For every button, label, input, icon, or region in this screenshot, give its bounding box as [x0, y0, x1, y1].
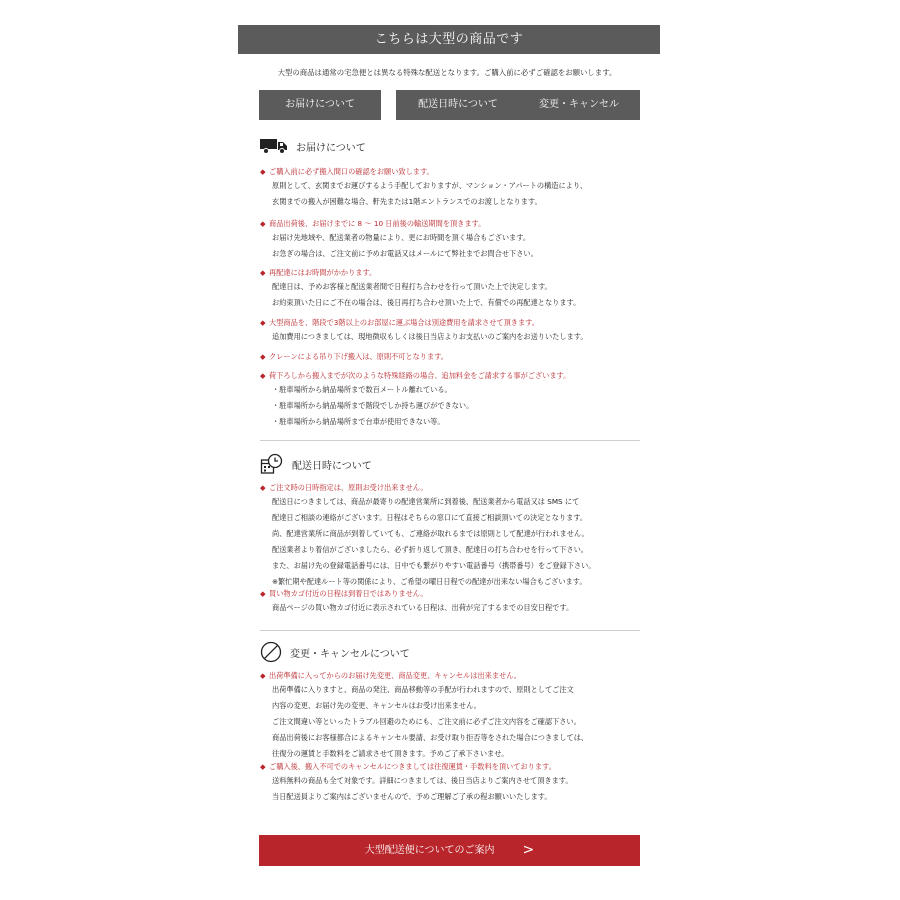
diamond-bullet-icon: ◆	[260, 219, 266, 228]
schedule-item-2	[260, 588, 660, 616]
delivery-item-1-line-2: 玄関までの搬入が困難な場合、軒先または1階エントランスでのお渡しとなります。	[272, 197, 542, 206]
delivery-item-2	[260, 218, 660, 262]
delivery-item-2-title: 商品出荷後、お届けまでに 8 ～ 10 日前後の輸送期間を頂きます。	[269, 219, 486, 228]
cancel-item-2	[260, 761, 660, 805]
delivery-item-5-title: クレーンによる吊り下げ搬入は、原則不可となります。	[269, 352, 448, 361]
schedule-item-1-line-5: また、お届け先の登録電話番号には、日中でも繋がりやすい電話番号（携帯番号）をご登録下さい。	[272, 561, 596, 570]
delivery-item-4-line-1: 追加費用につきましては、現地徴収もしくは後日当店よりお支払いのご案内をお送りいたします。	[272, 332, 588, 341]
truck-icon	[260, 138, 288, 154]
section-delivery-header	[260, 135, 640, 157]
cancel-item-1-line-2: 内容の変更、お届け先の変更、キャンセルはお受け出来ません。	[272, 701, 481, 710]
delivery-item-3	[260, 267, 660, 311]
delivery-item-3-line-1: 配達日は、予めお客様と配送業者間で日程打ち合わせを行って頂いた上で決定します。	[272, 282, 552, 291]
delivery-item-4	[260, 317, 660, 345]
large-delivery-guide-button[interactable]	[259, 835, 640, 866]
diamond-bullet-icon: ◆	[260, 268, 266, 277]
schedule-item-1-line-6: ※繁忙期や配達ルート等の関係により、ご希望の曜日日程での配達が出来ない場合もございます。	[272, 577, 587, 586]
schedule-item-1-title: ご注文時の日時指定は、原則お受け出来ません。	[269, 483, 428, 492]
schedule-item-2-title: 買い物カゴ付近の日程は到着日ではありません。	[269, 589, 428, 598]
calendar-clock-icon	[260, 453, 284, 475]
delivery-item-6-line-3: ・駐車場所から納品場所まで台車が使用できない等。	[272, 417, 445, 426]
schedule-item-2-line-1: 商品ページの買い物カゴ付近に表示されている日程は、出荷が完了するまでの目安日程です。	[272, 603, 574, 612]
intro-text: 大型の商品は通常の宅急便とは異なる特殊な配送となります。ご購入前に必ずご確認をお願いします。	[277, 68, 617, 77]
section-cancel-header	[260, 641, 640, 663]
section-delivery-title: お届けについて	[296, 142, 366, 154]
large-delivery-guide-label: 大型配送便についてのご案内	[364, 845, 495, 856]
delivery-item-3-line-2: お約束頂いた日にご不在の場合は、後日再打ち合わせ頂いた上で、有償での再配達となります。	[272, 298, 581, 307]
page-title-banner	[238, 25, 660, 54]
delivery-item-1-title: ご購入前に必ず搬入間口の確認をお願い致します。	[269, 167, 434, 176]
page-wrapper	[238, 25, 660, 858]
nav-button-schedule[interactable]: 配送日時について	[396, 90, 520, 120]
nav-buttons	[259, 90, 639, 120]
delivery-item-2-line-1: お届け先地域や、配送業者の物量により、更にお時間を頂く場合もございます。	[272, 233, 531, 242]
delivery-item-1-line-1: 原則として、玄関までお運びするよう手配しておりますが、マンション・アパートの構造により、	[272, 181, 588, 190]
schedule-item-1-line-1: 配送日につきましては、商品が最寄りの配達営業所に到着後、配送業者から電話又は SMS にて	[272, 497, 580, 506]
section-schedule	[260, 453, 640, 475]
diamond-bullet-icon: ◆	[260, 352, 266, 361]
cancel-item-1-line-5: 往復分の運賃と手数料をご請求させて頂きます。予めご了承下さいませ。	[272, 749, 509, 758]
section-schedule-title: 配送日時について	[292, 460, 372, 472]
section-schedule-header	[260, 453, 640, 475]
nav-button-cancel[interactable]: 変更・キャンセル	[518, 90, 640, 120]
section-delivery	[260, 135, 640, 157]
delivery-item-6	[260, 370, 660, 430]
schedule-item-1-line-2: 配達日ご相談の連絡がございます。日程はそちらの窓口にて直接ご相談頂いての決定となります。	[272, 513, 588, 522]
diamond-bullet-icon: ◆	[260, 671, 266, 680]
schedule-item-1	[260, 482, 660, 590]
cancel-item-1	[260, 670, 660, 762]
delivery-item-1	[260, 166, 660, 210]
schedule-item-1-line-3: 尚、配達営業所に商品が到着していても、ご連絡が取れるまでは原則として配達が行われません。	[272, 529, 589, 538]
diamond-bullet-icon: ◆	[260, 167, 266, 176]
page-title: こちらは大型の商品です	[374, 32, 524, 47]
diamond-bullet-icon: ◆	[260, 371, 266, 380]
divider	[260, 440, 640, 441]
diamond-bullet-icon: ◆	[260, 318, 266, 327]
delivery-item-5	[260, 351, 660, 363]
delivery-item-4-title: 大型商品を、階段で3階以上のお部屋に運ぶ場合は別途費用を請求させて頂きます。	[269, 318, 539, 327]
cancel-item-1-line-1: 出荷準備に入りますと、商品の発注、商品移動等の手配が行われますので、原則としてご注文	[272, 685, 574, 694]
delivery-item-2-line-2: お急ぎの場合は、ご注文前に予めお電話又はメールにて弊社までお問合せ下さい。	[272, 249, 538, 258]
diamond-bullet-icon: ◆	[260, 589, 266, 598]
nav-button-delivery[interactable]: お届けについて	[259, 90, 381, 120]
divider	[260, 630, 640, 631]
section-cancel-title: 変更・キャンセルについて	[290, 648, 410, 660]
delivery-item-3-title: 再配達にはお時間がかかります。	[269, 268, 377, 277]
section-cancel	[260, 641, 640, 663]
prohibited-icon	[260, 641, 282, 663]
cancel-item-2-title: ご購入後、搬入不可でのキャンセルにつきましては往復運賃・手数料を頂いております。	[269, 762, 556, 771]
cancel-item-1-title: 出荷準備に入ってからのお届け先変更、商品変更、キャンセルは出来ません。	[269, 671, 521, 680]
delivery-item-6-title: 荷下ろしから搬入までが次のような特殊経路の場合、追加料金をご請求する事がございます。	[269, 371, 571, 380]
delivery-item-6-line-2: ・駐車場所から納品場所まで階段でしか持ち運びができない。	[272, 401, 474, 410]
diamond-bullet-icon: ◆	[260, 483, 266, 492]
delivery-item-6-line-1: ・駐車場所から納品場所まで数百メートル離れている。	[272, 385, 452, 394]
cancel-item-2-line-1: 送料無料の商品も全て対象です。詳細につきましては、後日当店よりご案内させて頂きます。	[272, 776, 573, 785]
chevron-right-icon: >	[522, 842, 535, 858]
schedule-item-1-line-4: 配送業者より着信がございましたら、必ず折り返して頂き、配達日の打ち合わせを行って下さい。	[272, 545, 588, 554]
cancel-item-1-line-4: 商品出荷後にお客様都合によるキャンセル要請、お受け取り拒否等をされた場合につきましては、	[272, 733, 589, 742]
cancel-item-2-line-2: 当日配送員よりご案内はございませんので、予めご理解ご了承の程お願いいたします。	[272, 792, 552, 801]
diamond-bullet-icon: ◆	[260, 762, 266, 771]
cancel-item-1-line-3: ご注文間違い等といったトラブル回避のためにも、ご注文前に必ずご注文内容をご確認下さい。	[272, 717, 581, 726]
